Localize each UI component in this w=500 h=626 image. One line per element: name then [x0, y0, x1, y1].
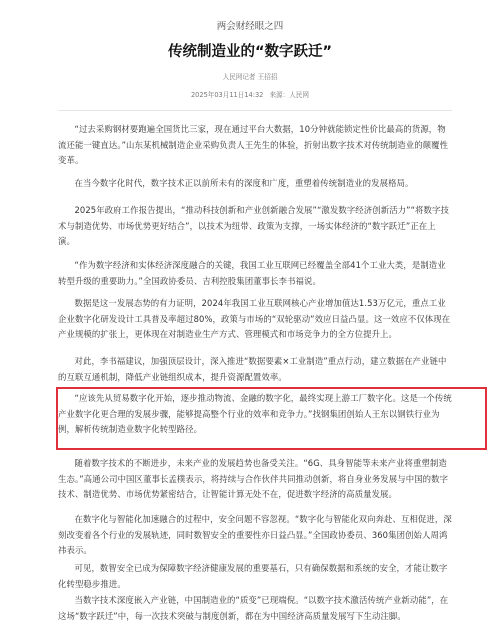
paragraph-4: “作为数字经济和实体经济深度融合的关键，我国工业互联网已经覆盖全部41个工业大类，是制造业转型升级的重要助力。”全国政协委员、吉利控股集团董事长李书福说。: [58, 260, 446, 286]
paragraph-3: 2025年政府工作报告提出，“推动科技创新和产业创新融合发展”“激发数字经济创新活力”“将数字技术与制造优势、市场优势更好结合”，以技术为纽带、政策为支撑，一场实体经济的“数字跃迁”正在上演。: [58, 205, 449, 246]
paragraph-6: 对此，李书福建议，加强顶层设计，深入推进“数据要素×工业制造”重点行动，建立数据在产业链中的互联互通机制，降低产业链组织成本，提升资源配置效率。: [58, 356, 447, 382]
paragraph-2: 在当今数字化时代，数字技术正以前所未有的深度和广度，重塑着传统制造业的发展格局。: [74, 178, 414, 188]
header-divider: [58, 110, 452, 111]
paragraph-5: 数据是这一发展态势的有力证明，2024年我国工业互联网核心产业增加值达1.53万亿元，重点工业企业数字化研发设计工具普及率超过80%，政策与市场的“双轮驱动”效应日益凸显。这一效应不仅体现在产业规模的扩张上，更体现在对制造业生产方式、管理模式和市场竞争力的全方位提升上。: [58, 298, 451, 339]
series-kicker: 两会财经眼之四: [216, 21, 284, 32]
paragraph-8: 随着数字技术的不断进步，未来产业的发展趋势也备受关注。“6G、具身智能等未来产业将重塑制造生态。”高通公司中国区董事长孟樸表示，将持续与合作伙伴共同推动创新，将自身业务发展与中国的数字技术、制造优势、市场优势紧密结合，让智能计算无处不在，促进数字经济的高质量发展。: [58, 458, 449, 499]
paragraph-10: 可见，数智安全已成为保障数字经济健康发展的重要基石，只有确保数据和系统的安全，才能让数字化转型稳步推进。: [58, 563, 448, 589]
paragraph-11: 当数字技术深度嵌入产业链，中国制造业的“质变”已现端倪。“以数字技术激活传统产业新动能”，在这场“数字跃迁”中，每一次技术突破与制度创新，都在为中国经济高质量发展写下生动注脚。: [58, 595, 449, 621]
article-title: 传统制造业的“数字跃迁”: [167, 44, 333, 60]
paragraph-7-highlighted: “应该先从贸易数字化开始，逐步推动物流、金融的数字化，最终实现上游工厂数字化。这是一个传统产业数字化更合理的发展步骤，能够提高整个行业的效率和竞争力。”找钢集团创始人王东以钢铁行业为例，解析传统制造业数字化转型路径。: [58, 393, 452, 434]
paragraph-9: 在数字化与智能化加速融合的过程中，安全问题不容忽视。“数字化与智能化双向奔赴、互相促进，深刻改变着各个行业的发展轨迹，同时数智安全的重要性亦日益凸显。”全国政协委员、360集团创始人周鸿祎表示。: [58, 514, 452, 555]
author-byline: 人民网记者 王招招: [222, 73, 278, 81]
paragraph-1: “过去采购钢材要跑遍全国货比三家，现在通过平台大数据，10分钟就能锁定性价比最高的货源，物流还能一键直达。”山东某机械制造企业采购负责人王先生的体验，折射出数字技术对传统制造业的颠覆性变革。: [58, 124, 449, 165]
article-source: 来源：人民网: [269, 91, 310, 99]
publish-datetime: 2025年03月11日14:32: [190, 91, 264, 99]
article-meta: [0, 89, 500, 99]
